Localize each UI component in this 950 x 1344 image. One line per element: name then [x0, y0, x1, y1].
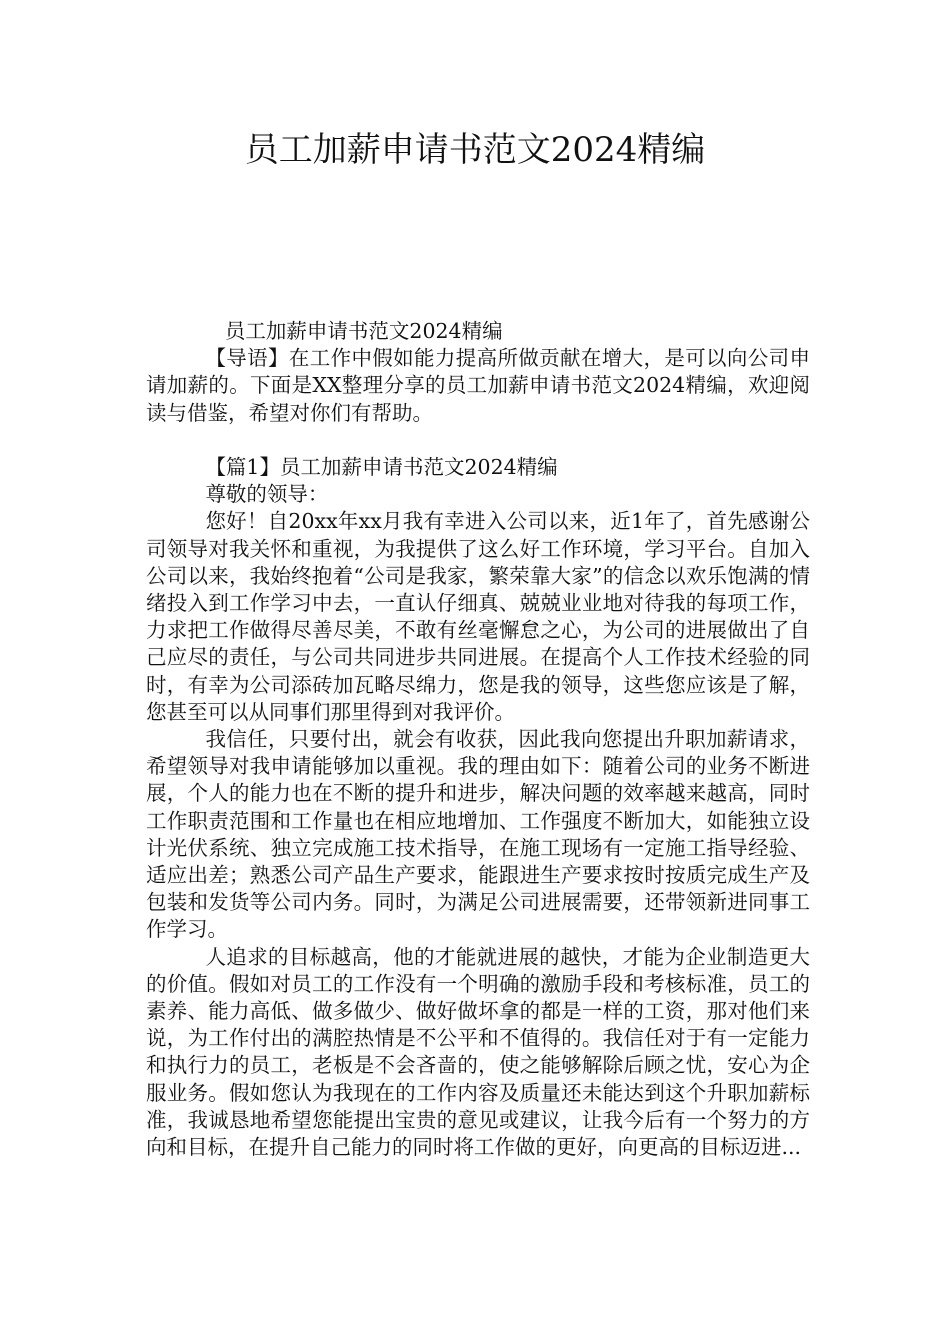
document-title: 员工加薪申请书范文2024精编 — [244, 130, 706, 170]
document-body — [146, 318, 810, 1161]
body-paragraph: 我信任，只要付出，就会有收获，因此我向您提出升职加薪请求，希望领导对我申请能够加以重视。我的理由如下：随着公司的业务不断进展，个人的能力也在不断的提升和进步，解决问题的效率越来越高，同时工作职责范围和工作量也在相应地增加、工作强度不断加大，如能独立设计光伏系统、独立完成施工技术指导，在施工现场有一定施工指导经验、适应出差；熟悉公司产品生产要求，能跟进生产要求按时按质完成生产及包装和发货等公司内务。同时，为满足公司进展需要，还带领新进同事工作学习。 — [146, 727, 810, 942]
intro-paragraph: 【导语】在工作中假如能力提高所做贡献在增大，是可以向公司申请加薪的。下面是XX整理分享的员工加薪申请书范文2024精编，欢迎阅读与借鉴，希望对你们有帮助。 — [146, 346, 810, 425]
body-paragraph: 人追求的目标越高，他的才能就进展的越快，才能为企业制造更大的价值。假如对员工的工作没有一个明确的激励手段和考核标准，员工的素养、能力高低、做多做少、做好做坏拿的都是一样的工资，那对他们来说，为工作付出的满腔热情是不公平和不值得的。我信任对于有一定能力和执行力的员工，老板是不会吝啬的，使之能够解除后顾之忧，安心为企服业务。假如您认为我现在的工作内容及质量还未能达到这个升职加薪标准，我诚恳地希望您能提出宝贵的意见或建议，让我今后有一个努力的方向和目标，在提升自己能力的同时将工作做的更好，向更高的目标迈进... — [146, 944, 810, 1160]
section-heading: 【篇1】员工加薪申请书范文2024精编 — [205, 455, 558, 479]
body-paragraph: 您好！自20xx年xx月我有幸进入公司以来，近1年了，首先感谢公司领导对我关怀和重视，为我提供了这么好工作环境，学习平台。自加入公司以来，我始终抱着“公司是我家，繁荣靠大家”的信念以欢乐饱满的情绪投入到工作学习中去，一直认仔细真、兢兢业业地对待我的每项工作，力求把工作做得尽善尽美，不敢有丝毫懈怠之心，为公司的进展做出了自己应尽的责任，与公司共同进步共同进展。在提高个人工作技术经验的同时，有幸为公司添砖加瓦略尽绵力，您是我的领导，这些您应该是了解，您甚至可以从同事们那里得到对我评价。 — [146, 509, 810, 724]
document-subtitle: 员工加薪申请书范文2024精编 — [224, 319, 503, 343]
salutation: 尊敬的领导： — [205, 482, 329, 507]
paragraph-spacer — [146, 427, 810, 454]
